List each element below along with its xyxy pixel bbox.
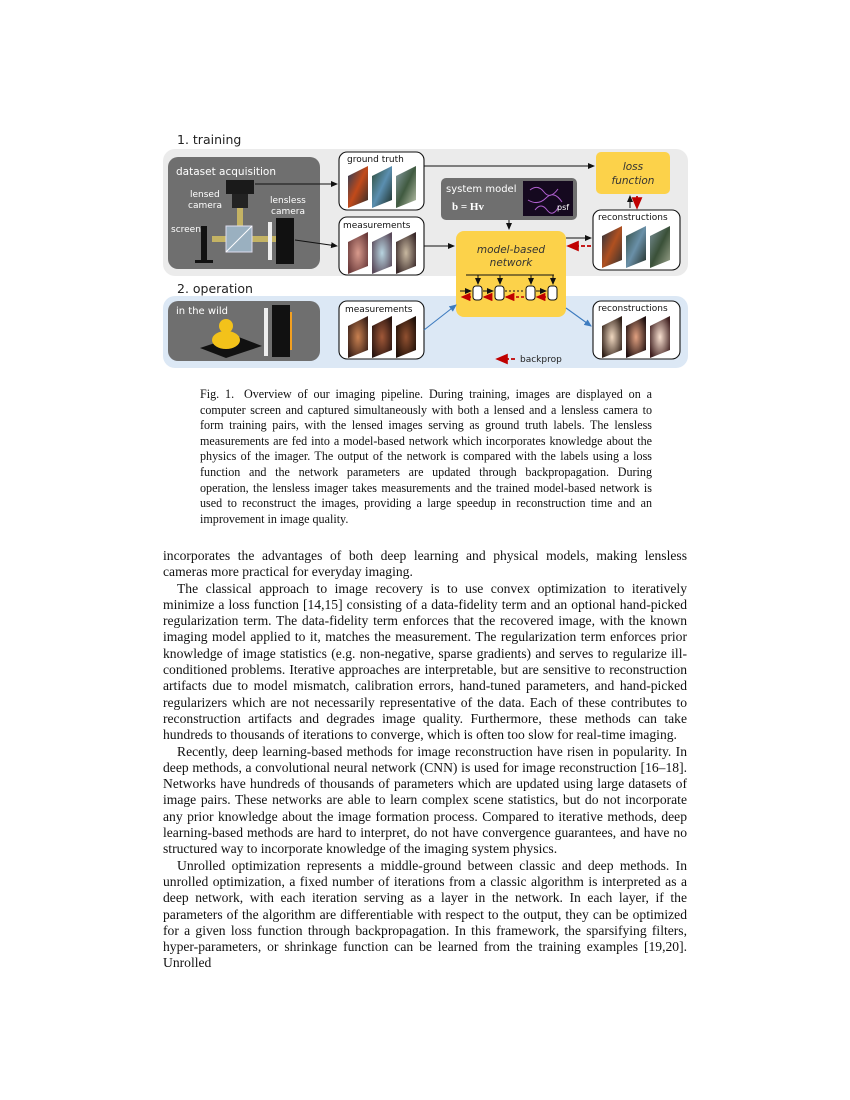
screen-stand xyxy=(195,260,213,263)
network-layer-2 xyxy=(495,286,504,300)
network-label-2: network xyxy=(489,257,533,269)
backprop-legend-label: backprop xyxy=(520,355,562,365)
system-equation: b = Hv xyxy=(452,201,484,213)
measurements-training-box xyxy=(339,217,424,275)
wild-camera-body xyxy=(272,305,290,357)
wild-camera-edge xyxy=(290,312,292,350)
reconstructions-training-box xyxy=(593,210,680,270)
rubber-duck-head xyxy=(219,319,233,333)
in-the-wild-box xyxy=(168,301,320,361)
network-layer-4 xyxy=(548,286,557,300)
rubber-duck-body xyxy=(212,331,240,349)
loss-label-1: loss xyxy=(622,161,644,173)
reconstructions-operation-label: reconstructions xyxy=(598,304,668,314)
lensless-label-1: lensless xyxy=(270,196,306,206)
lensless-camera-body xyxy=(276,218,294,264)
ground-truth-label: ground truth xyxy=(347,155,404,165)
lensless-label-2: camera xyxy=(271,207,305,217)
lensed-camera-lens xyxy=(232,194,248,208)
lensless-diffuser xyxy=(268,222,272,260)
system-model-label: system model xyxy=(446,184,517,195)
screen-shape xyxy=(201,226,207,260)
lensed-camera-body xyxy=(226,180,254,194)
lensed-label-2: camera xyxy=(188,201,222,211)
pipeline-figure xyxy=(0,0,850,380)
dataset-acquisition-box xyxy=(168,157,320,269)
paragraph-2: The classical approach to image recovery is to use convex optimization to iteratively minimize a loss function [14,15] consisting of a data-fidelity term and an optional hand-picked regularization term. The data-fidelity term enforces that the recovered image, with the known imaging model applied to it, matches the measurement. The regularization term enforces prior knowledge of image statistics (e.g. non-negative, sparse gradients) and serves to regularize ill-conditioned problems. Iterative approaches are interpretable, but are sensitive to reconstruction artifacts due to model mismatch, calibration errors, hand-tuned parameters, and hand-picked regularizers which are not necessarily representative of the data. Each of these contributes to reconstruction artifacts and degrades image quality. Furthermore, these methods can take hundreds to thousands of iterations to converge, which is often too slow for real-time imaging. xyxy=(163,580,687,743)
dataset-acquisition-label: dataset acquisition xyxy=(176,166,276,178)
training-label: 1. training xyxy=(177,132,242,147)
measurements-training-label: measurements xyxy=(343,221,411,231)
paragraph-3: Recently, deep learning-based methods for image reconstruction have risen in popularity. In deep methods, a convolutional neural network (CNN) is used for image reconstruction [16–18]. Networks have hundreds of thousands of parameters which are updated using large datasets of image pairs. These networks are able to learn complex scene statistics, but do not incorporate any prior knowledge about the image formation process. Compared to iterative methods, deep learning-based methods are hard to interpret, do not have convergence guarantees, and have no structured way to incorporate knowledge of the imaging system physics. xyxy=(163,743,687,857)
screen-label: screen xyxy=(171,225,201,235)
caption-text: Overview of our imaging pipeline. During training, images are displayed on a computer screen and captured simultaneously with both a lensed and a lensless camera to form training pairs, with the lensed images serving as ground truth labels. The lensless measurements are fed into a model-based network which incorporates knowledge about the physics of the imager. The output of the network is compared with the labels using a loss function and the network parameters are updated through backpropagation. During operation, the lensless imager takes measurements and the trained model-based network is used to reconstruct the images, providing a large speedup in reconstruction time and an improvement in image quality. xyxy=(200,387,652,526)
in-the-wild-label: in the wild xyxy=(176,306,228,317)
model-based-network-box xyxy=(456,231,566,317)
system-model-box xyxy=(441,178,577,220)
figure-caption xyxy=(200,387,652,527)
reconstructions-training-label: reconstructions xyxy=(598,213,668,223)
measurements-operation-label: measurements xyxy=(345,305,413,315)
paragraph-1: incorporates the advantages of both deep learning and physical models, making lensless cameras more practical for everyday imaging. xyxy=(163,548,687,580)
network-label-1: model-based xyxy=(476,244,546,256)
network-layer-1 xyxy=(473,286,482,300)
loss-label-2: function xyxy=(611,175,655,187)
paragraph-4: Unrolled optimization represents a middle-ground between classic and deep methods. In unrolled optimization, a fixed number of iterations from a classic algorithm is interpreted as a deep network, with each iteration serving as a layer in the network. In each layer, if the parameters of the algorithm are differentiable with respect to the output, they can be optimized for a given loss function through backpropagation. In this framework, the sparsifying filters, hyper-parameters, or shrinkage function can be learned from the training examples [19,20]. Unrolled xyxy=(163,857,687,971)
ground-truth-box xyxy=(339,152,424,210)
lensed-label-1: lensed xyxy=(190,190,220,200)
operation-label: 2. operation xyxy=(177,281,253,296)
caption-label: Fig. 1. xyxy=(200,387,235,401)
wild-diffuser xyxy=(264,308,268,356)
reconstructions-operation-box xyxy=(593,301,680,359)
psf-label: psf xyxy=(557,203,570,212)
measurements-operation-box xyxy=(339,301,424,359)
body-text xyxy=(163,548,687,972)
loss-function-box xyxy=(596,152,670,194)
network-layer-3 xyxy=(526,286,535,300)
